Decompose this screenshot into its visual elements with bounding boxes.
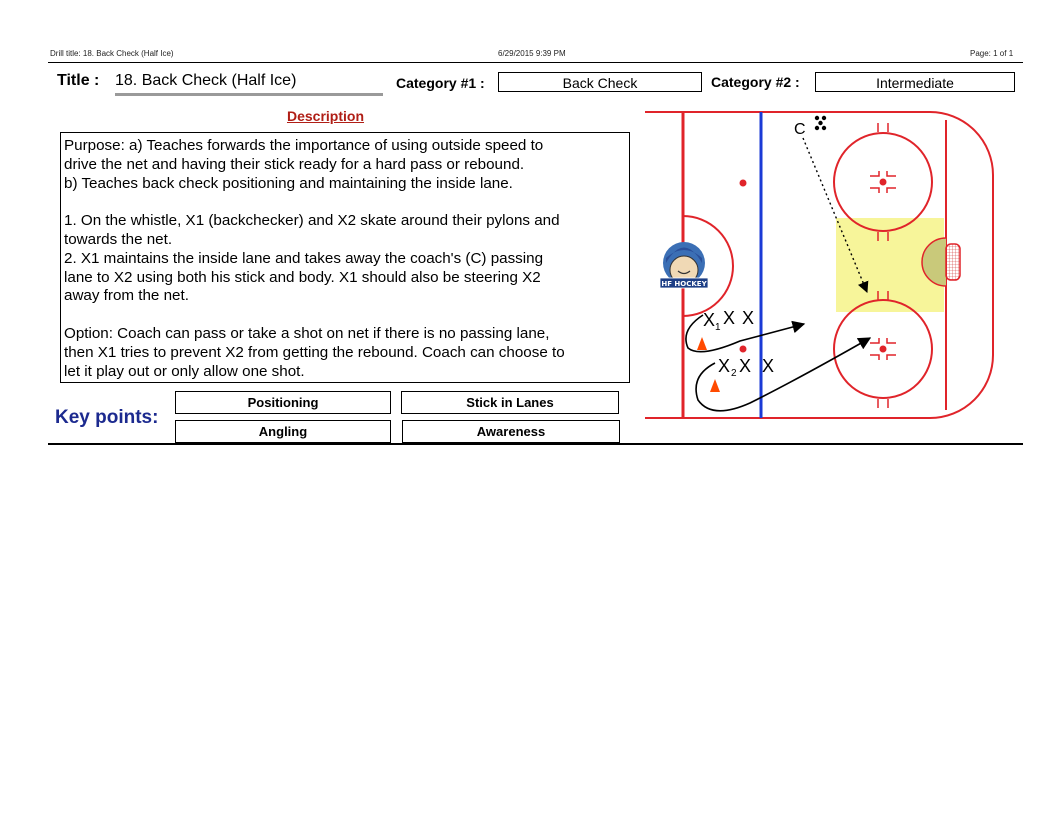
- description-box: [60, 132, 630, 383]
- page-number: Page: 1 of 1: [970, 49, 1014, 58]
- pylon-icon: [697, 337, 707, 350]
- title-text: 18. Back Check (Half Ice): [115, 72, 297, 89]
- faceoff-dot: [740, 346, 747, 353]
- description-line: b) Teaches back check positioning and maintaining the inside lane.: [64, 174, 513, 192]
- player-x-queue: X: [762, 356, 775, 376]
- hf-hockey-logo: [660, 242, 708, 288]
- player-x2-group: [718, 356, 774, 379]
- category1-value: Back Check: [498, 72, 702, 92]
- player-x2: X: [718, 356, 731, 376]
- key-point-stick-in-lanes: Stick in Lanes: [401, 391, 619, 414]
- description-line: drive the net and having their stick ready for a hard pass or rebound.: [64, 155, 525, 173]
- title-label: Title :: [57, 72, 100, 89]
- player-x-queue: X: [723, 308, 736, 328]
- datetime-header: 6/29/2015 9:39 PM: [498, 49, 566, 58]
- description-line: let it play out or only allow one shot.: [64, 362, 305, 380]
- drill-title-header: Drill title: 18. Back Check (Half Ice): [50, 49, 174, 58]
- key-point-angling: Angling: [175, 420, 391, 443]
- key-point-awareness: Awareness: [402, 420, 620, 443]
- description-heading: Description: [287, 108, 365, 124]
- player-x1: X: [703, 310, 716, 330]
- header-rule: [48, 62, 1023, 63]
- faceoff-dot: [740, 180, 747, 187]
- description-line: lane to X2 using both his stick and body. X1 should also be steering X2: [64, 268, 541, 286]
- description-line: towards the net.: [64, 230, 173, 248]
- player-x2-subscript: 2: [731, 368, 737, 379]
- description-line: then X1 tries to prevent X2 from getting the rebound. Coach can choose to: [64, 343, 565, 361]
- puck-group: [815, 116, 826, 130]
- goal-net: [946, 244, 960, 280]
- player-x-queue: X: [742, 308, 755, 328]
- description-line: 2. X1 maintains the inside lane and takes away the coach's (C) passing: [64, 249, 544, 267]
- category2-value: Intermediate: [815, 72, 1015, 92]
- description-line: Option: Coach can pass or take a shot on net if there is no passing lane,: [64, 324, 550, 342]
- title-value: [115, 72, 383, 96]
- footer-rule: [48, 443, 1023, 445]
- category1-label: Category #1 :: [396, 75, 485, 91]
- player-x1-subscript: 1: [715, 322, 721, 333]
- rink-diagram: [640, 108, 1000, 426]
- key-points-label: Key points:: [55, 407, 159, 428]
- description-line: 1. On the whistle, X1 (backchecker) and X2 skate around their pylons and: [64, 212, 560, 230]
- pylon-icon: [710, 379, 720, 392]
- pass-line: [803, 138, 867, 292]
- coach-label: C: [794, 121, 806, 138]
- player-x-queue: X: [739, 356, 752, 376]
- category2-label: Category #2 :: [711, 74, 800, 90]
- key-point-positioning: Positioning: [175, 391, 391, 414]
- logo-text: HF HOCKEY: [661, 280, 707, 288]
- player-x1-group: [703, 308, 754, 333]
- description-line: Purpose: a) Teaches forwards the importance of using outside speed to: [64, 137, 544, 154]
- description-line: away from the net.: [64, 287, 189, 305]
